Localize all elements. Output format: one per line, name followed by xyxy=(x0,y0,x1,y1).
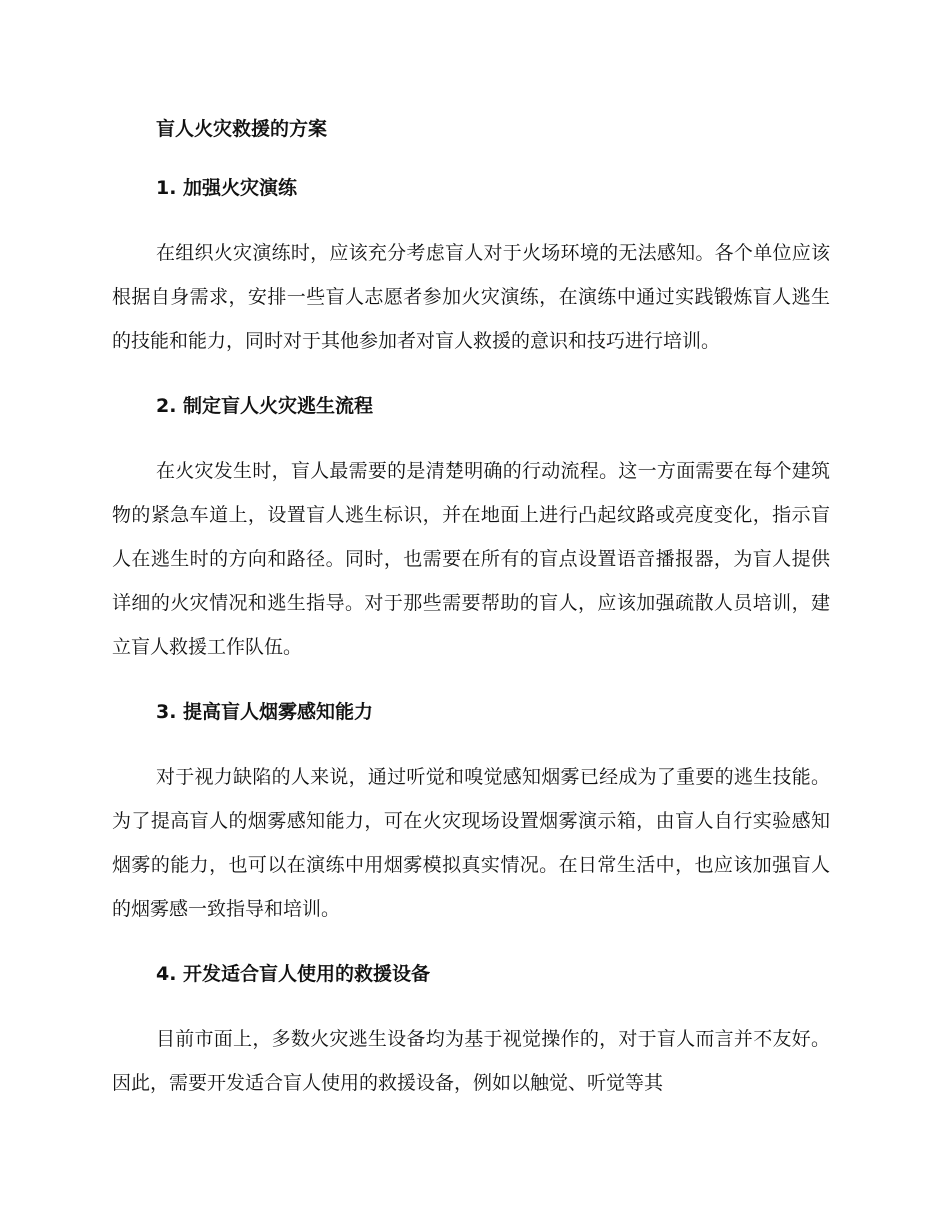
document-title: 盲人火灾救援的方案 xyxy=(156,118,328,140)
document-content xyxy=(112,113,830,1105)
section-heading-4: 4. 开发适合盲人使用的救援设备 xyxy=(156,963,431,985)
section-body-3: 对于视力缺陷的人来说，通过听觉和嗅觉感知烟雾已经成为了重要的逃生技能。为了提高盲人的烟雾感知能力，可在火灾现场设置烟雾演示箱，由盲人自行实验感知烟雾的能力，也可以在演练中用烟雾模拟真实情况。在日常生活中，也应该加强盲人的烟雾感一致指导和培训。 xyxy=(112,766,830,920)
section-heading-2: 2. 制定盲人火灾逃生流程 xyxy=(156,395,374,417)
section-body-2: 在火灾发生时，盲人最需要的是清楚明确的行动流程。这一方面需要在每个建筑物的紧急车道上，设置盲人逃生标识，并在地面上进行凸起纹路或亮度变化，指示盲人在逃生时的方向和路径。同时，也需要在所有的盲点设置语音播报器，为盲人提供详细的火灾情况和逃生指导。对于那些需要帮助的盲人，应该加强疏散人员培训，建立盲人救援工作队伍。 xyxy=(112,460,830,658)
section-heading-3: 3. 提高盲人烟雾感知能力 xyxy=(156,701,374,723)
section-body-1: 在组织火灾演练时，应该充分考虑盲人对于火场环境的无法感知。各个单位应该根据自身需求，安排一些盲人志愿者参加火灾演练，在演练中通过实践锻炼盲人逃生的技能和能力，同时对于其他参加者对盲人救援的意识和技巧进行培训。 xyxy=(112,242,830,352)
section-body-4: 目前市面上，多数火灾逃生设备均为基于视觉操作的，对于盲人而言并不友好。因此，需要开发适合盲人使用的救援设备，例如以触觉、听觉等其 xyxy=(112,1028,830,1094)
section-heading-1: 1. 加强火灾演练 xyxy=(156,177,298,199)
